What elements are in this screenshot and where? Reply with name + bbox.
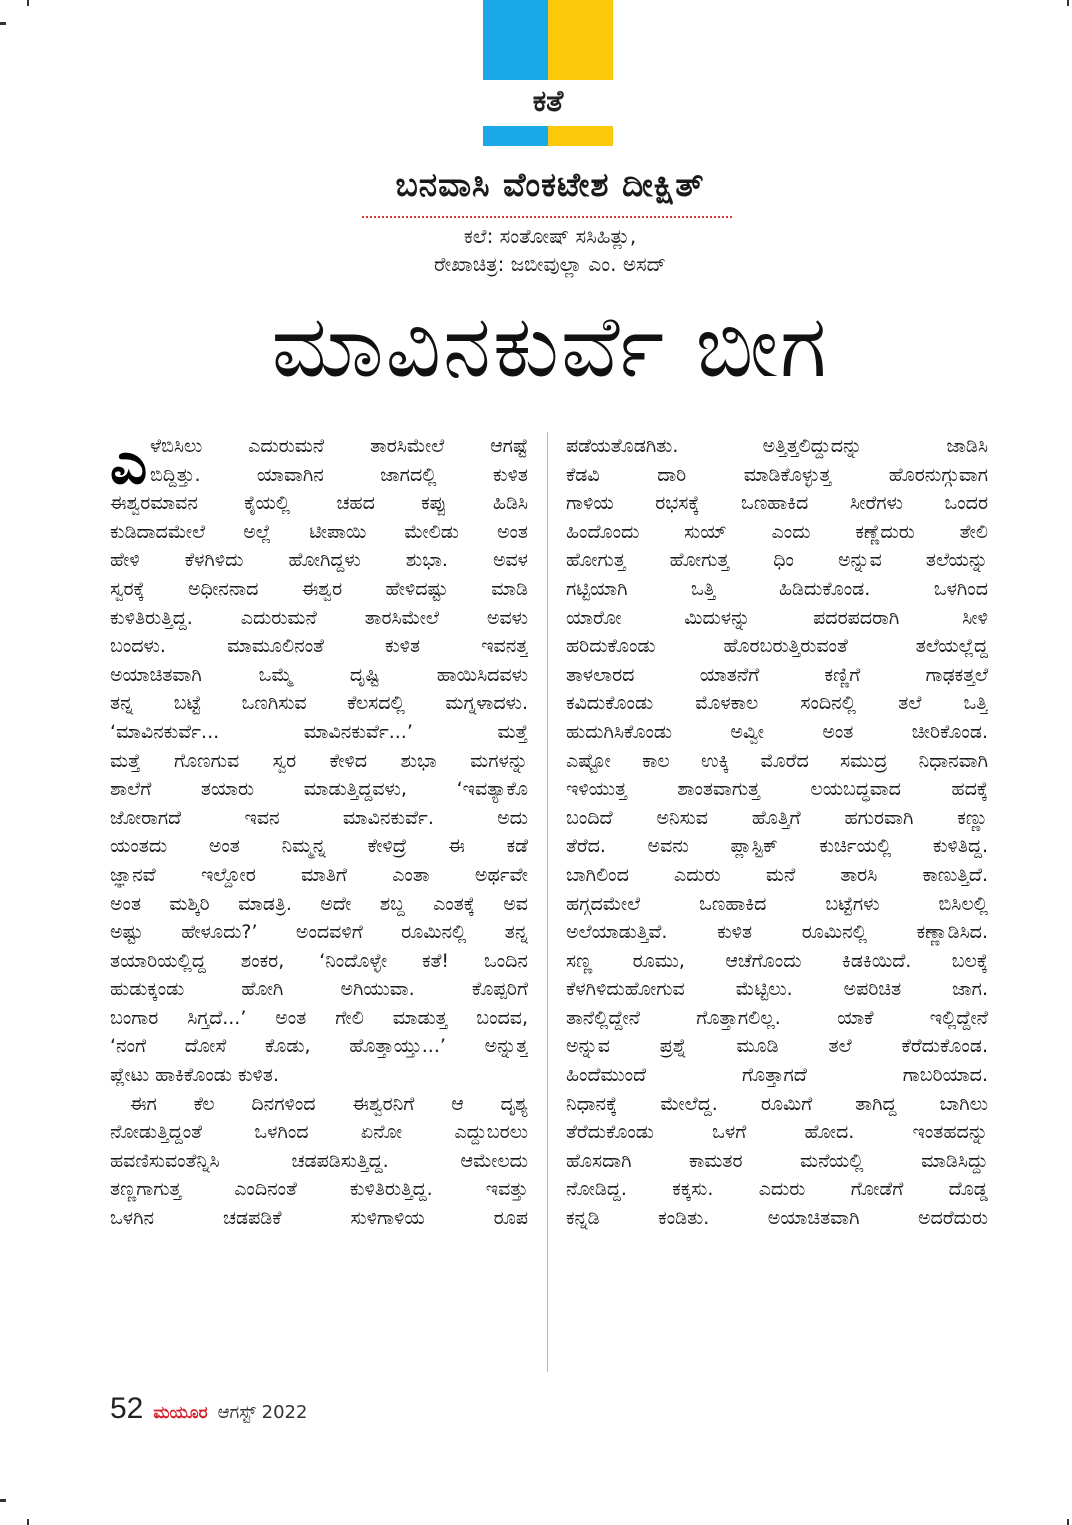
text-line: ಹೋಗುತ್ತ ಹೋಗುತ್ತ ಧಿಂ ಅನ್ನುವ ತಲೆಯನ್ನು xyxy=(566,549,988,572)
text-line: ಹಗ್ಗದಮೇಲೆ ಒಣಹಾಕಿದ ಬಟ್ಟೆಗಳು ಬಿಸಿಲಲ್ಲಿ xyxy=(566,892,988,915)
section-label: ಕತೆ xyxy=(532,84,564,119)
text-line: ಹಿಂದೊಂದು ಸುಯ್ ಎಂದು ಕಣ್ಣೆದುರು ತೇಲಿ xyxy=(566,520,988,543)
text-line: ಕವಿದುಕೊಂಡು ಮೊಳಕಾಲ ಸಂದಿನಲ್ಲಿ ತಲೆ ಒತ್ತಿ xyxy=(566,692,988,715)
text-line: ಜೋರಾಗದೆ ಇವನ ಮಾವಿನಕುರ್ವೆ. ಅದು xyxy=(110,806,528,829)
text-line: ಜ್ಞಾನವೆ ಇಲ್ದೋರ ಮಾತಿಗೆ ಎಂತಾ ಅರ್ಥವೇ xyxy=(110,863,528,886)
text-line: ಬಂದಳು. ಮಾಮೂಲಿನಂತೆ ಕುಳಿತ ಇವನತ್ತ xyxy=(110,635,528,658)
text-line: ತಣ್ಣಗಾಗುತ್ತ ಎಂದಿನಂತೆ ಕುಳಿತಿರುತ್ತಿದ್ದ. ಇವತ್ತು xyxy=(110,1178,528,1201)
text-column-left xyxy=(110,429,528,1233)
text-line: ಳೆಬಿಸಿಲು ಎದುರುಮನೆ ತಾರಸಿಮೇಲೆ ಆಗಷ್ಟೆ xyxy=(150,435,528,457)
sketch-credit: ರೇಖಾಚಿತ್ರ: ಜಬೀವುಲ್ಲಾ ಎಂ. ಅಸದ್ xyxy=(433,252,667,276)
text-line: ಪ್ಲೇಟು ಹಾಕಿಕೊಂಡು ಕುಳಿತ. xyxy=(110,1064,280,1087)
text-line: ಎಷ್ಟೋ ಕಾಲ ಉಕ್ಕಿ ಮೊರೆದ ಸಮುದ್ರ ನಿಧಾನವಾಗಿ xyxy=(566,749,988,772)
logo-yellow-bar xyxy=(548,126,613,146)
story-title: ಮಾವಿನಕುರ್ವೆ ಬೀಗ xyxy=(271,297,829,397)
text-line: ತೆರೆದ. ಅವನು ಪ್ಲಾಸ್ಟಿಕ್ ಕುರ್ಚಿಯಲ್ಲಿ ಕುಳಿತಿದ್ದ. xyxy=(566,835,988,858)
crop-mark-bottom-right-v xyxy=(1067,1519,1069,1525)
text-line: ಕೆಳಗಿಳಿದುಹೋಗುವ ಮೆಟ್ಟಿಲು. ಅಪರಿಚಿತ ಜಾಗ. xyxy=(566,978,988,1001)
text-line: ಕೆಡವಿ ದಾರಿ ಮಾಡಿಕೊಳ್ಳುತ್ತ ಹೊರನುಗ್ಗುವಾಗ xyxy=(566,463,988,486)
crop-mark-top-left-v xyxy=(27,0,29,6)
text-line: ಕುಡಿದಾದಮೇಲೆ ಅಲ್ಲೆ ಟೀಪಾಯಿ ಮೇಲಿಡು ಅಂತ xyxy=(110,520,528,543)
text-line: ಕುಳಿತಿರುತ್ತಿದ್ದ. ಎದುರುಮನೆ ತಾರಸಿಮೇಲೆ ಅವಳು xyxy=(110,606,528,629)
text-line: ‘ಮಾವಿನಕುರ್ವೆ... ಮಾವಿನಕುರ್ವೆ...’ ಮತ್ತೆ xyxy=(110,720,528,743)
text-line: ಬಿದ್ದಿತ್ತು. ಯಾವಾಗಿನ ಜಾಗದಲ್ಲಿ ಕುಳಿತ xyxy=(150,463,528,486)
text-line: ತನ್ನ ಬಟ್ಟೆ ಒಣಗಿಸುವ ಕೆಲಸದಲ್ಲಿ ಮಗ್ನಳಾದಳು. xyxy=(110,692,528,715)
text-line: ಇಳಿಯುತ್ತ ಶಾಂತವಾಗುತ್ತ ಲಯಬದ್ಧವಾದ ಹದಕ್ಕೆ xyxy=(566,778,988,801)
text-line: ಹೇಳಿ ಕೆಳಗಿಳಿದು ಹೋಗಿದ್ದಳು ಶುಭಾ. ಅವಳ xyxy=(110,549,528,572)
text-line: ಸ್ವರಕ್ಕೆ ಅಧೀನನಾದ ಈಶ್ವರ ಹೇಳಿದಷ್ಟು ಮಾಡಿ xyxy=(110,577,528,600)
crop-mark-top-right-v xyxy=(1067,0,1069,6)
text-line: ಗಾಳಿಯ ರಭಸಕ್ಕೆ ಒಣಹಾಕಿದ ಸೀರೆಗಳು ಒಂದರ xyxy=(566,492,988,515)
drop-cap: ಎ xyxy=(110,429,148,497)
crop-mark-top-left-h xyxy=(0,22,6,25)
text-line: ನೋಡುತ್ತಿದ್ದಂತೆ ಒಳಗಿಂದ ಏನೋ ಎದ್ದುಬರಲು xyxy=(110,1121,528,1144)
text-line: ಹರಿದುಕೊಂಡು ಹೊರಬರುತ್ತಿರುವಂತೆ ತಲೆಯಲ್ಲೆದ್ದ xyxy=(566,635,988,658)
text-line: ಬಾಗಿಲಿಂದ ಎದುರು ಮನೆ ತಾರಸಿ ಕಾಣುತ್ತಿದೆ. xyxy=(566,863,988,886)
text-line: ಹುದುಗಿಸಿಕೊಂಡು ಅವ್ವೀ ಅಂತ ಚೀರಿಕೊಂಡ. xyxy=(566,720,988,743)
text-line: ಹುಡುಕ್ಕಂಡು ಹೋಗಿ ಅಗಿಯುವಾ. ಕೊಪ್ಪರಿಗೆ xyxy=(110,978,528,1001)
text-line: ಅಂತ ಮಶ್ಕಿರಿ ಮಾಡತ್ರಿ. ಅದೇ ಶಬ್ದ ಎಂತಕ್ಕೆ ಅವ xyxy=(110,892,528,915)
issue-date: ಆಗಸ್ಟ್ 2022 xyxy=(217,1402,308,1423)
text-line: ಹೊಸದಾಗಿ ಕಾಮತರ ಮನೆಯಲ್ಲಿ ಮಾಡಿಸಿದ್ದು xyxy=(566,1149,988,1172)
text-line: ಯಂತದು ಅಂತ ನಿಮ್ಮನ್ನ ಕೇಳಿದ್ರೆ ಈ ಕಡೆ xyxy=(110,835,528,858)
magazine-name: ಮಯೂರ xyxy=(153,1403,208,1423)
text-line: ಅಯಾಚಿತವಾಗಿ ಒಮ್ಮೆ ದೃಷ್ಟಿ ಹಾಯಿಸಿದವಳು xyxy=(110,663,528,686)
page-number: 52 xyxy=(110,1392,144,1425)
text-line: ಶಾಲೆಗೆ ತಯಾರು ಮಾಡುತ್ತಿದ್ದವಳು, ‘ಇವತ್ಯಾಕೊ xyxy=(110,778,528,801)
section-logo xyxy=(483,0,613,146)
text-line: ಈಶ್ವರಮಾವನ ಕೈಯಲ್ಲಿ ಚಹದ ಕಪ್ಪು ಹಿಡಿಸಿ xyxy=(110,492,528,515)
text-line: ಕನ್ನಡಿ ಕಂಡಿತು. ಅಯಾಚಿತವಾಗಿ ಅದರೆದುರು xyxy=(566,1207,988,1230)
text-line: ಹಿಂದೆಮುಂದೆ ಗೊತ್ತಾಗದೆ ಗಾಬರಿಯಾದ. xyxy=(566,1064,988,1087)
text-line: ಅಲೆಯಾಡುತ್ತಿವೆ. ಕುಳಿತ ರೂಮಿನಲ್ಲಿ ಕಣ್ಣಾಡಿಸಿದ. xyxy=(566,921,988,944)
text-line: ಮತ್ತೆ ಗೊಣಗುವ ಸ್ವರ ಕೇಳಿದ ಶುಭಾ ಮಗಳನ್ನು xyxy=(110,749,528,772)
text-line: ಗಟ್ಟಿಯಾಗಿ ಒತ್ತಿ ಹಿಡಿದುಕೊಂಡ. ಒಳಗಿಂದ xyxy=(566,577,988,600)
crop-mark-bottom-left-v xyxy=(27,1519,29,1525)
logo-yellow-block xyxy=(548,0,613,80)
author-name: ಬನವಾಸಿ ವೆಂಕಟೇಶ ದೀಕ್ಷಿತ್ xyxy=(395,165,705,204)
text-line: ಬಂದಿದೆ ಅನಿಸುವ ಹೊತ್ತಿಗೆ ಹಗುರವಾಗಿ ಕಣ್ಣು xyxy=(566,806,988,829)
text-line: ಯಾರೋ ಮಿದುಳನ್ನು ಪದರಪದರಾಗಿ ಸೀಳಿ xyxy=(566,606,988,629)
column-divider xyxy=(547,432,548,1372)
text-line: ಹವಣಿಸುವಂತೆನ್ನಿಸಿ ಚಡಪಡಿಸುತ್ತಿದ್ದ. ಆಮೇಲದು xyxy=(110,1149,528,1172)
text-line: ತೆರೆದುಕೊಂಡು ಒಳಗೆ ಹೋದ. ಇಂತಹದನ್ನು xyxy=(566,1121,988,1144)
text-line: ಈಗ ಕೆಲ ದಿನಗಳಿಂದ ಈಶ್ವರನಿಗೆ ಆ ದೃಶ್ಯ xyxy=(130,1092,528,1115)
crop-mark-bottom-left-h xyxy=(0,1499,6,1502)
text-line: ಬಂಗಾರ ಸಿಗ್ತದೆ...’ ಅಂತ ಗೇಲಿ ಮಾಡುತ್ತ ಬಂದವ, xyxy=(110,1006,528,1029)
text-line: ಸಣ್ಣ ರೂಮು, ಆಚೆಗೊಂದು ಕಿಡಕಿಯಿದೆ. ಬಲಕ್ಕೆ xyxy=(566,949,988,972)
text-line: ಅನ್ನುವ ಪ್ರಶ್ನೆ ಮೂಡಿ ತಲೆ ಕೆರೆದುಕೊಂಡ. xyxy=(566,1035,988,1058)
text-line: ತಯಾರಿಯಲ್ಲಿದ್ದ ಶಂಕರ, ‘ನಿಂದೊಳ್ಳೇ ಕತೆ! ಒಂದಿನ xyxy=(110,949,528,972)
text-line: ಅಷ್ಟು ಹೇಳೂದು?’ ಅಂದವಳಿಗೆ ರೂಮಿನಲ್ಲಿ ತನ್ನ xyxy=(110,921,528,944)
text-line: ‘ನಂಗೆ ದೋಸೆ ಕೊಡು, ಹೊತ್ತಾಯ್ತು...’ ಅನ್ನುತ್ತ xyxy=(110,1035,528,1058)
text-line: ನೋಡಿದ್ದ. ಕಕ್ಕಸು. ಎದುರು ಗೋಡೆಗೆ ದೊಡ್ಡ xyxy=(566,1178,988,1201)
logo-blue-block xyxy=(483,0,548,80)
text-line: ತಾಳಲಾರದ ಯಾತನೆಗೆ ಕಣ್ಣಿಗೆ ಗಾಢಕತ್ತಲೆ xyxy=(566,663,988,686)
text-line: ಒಳಗಿನ ಚಡಪಡಿಕೆ ಸುಳಿಗಾಳಿಯ ರೂಪ xyxy=(110,1207,528,1230)
art-credit: ಕಲೆ: ಸಂತೋಷ್ ಸಸಿಹಿತ್ಲು, xyxy=(463,224,637,248)
page-footer xyxy=(110,1392,307,1426)
logo-blue-bar xyxy=(483,126,548,146)
text-column-right xyxy=(566,432,988,1233)
dotted-divider xyxy=(362,216,732,218)
text-line: ಪಡೆಯತೊಡಗಿತು. ಅತ್ತಿತ್ತಲಿದ್ದುದನ್ನು ಜಾಡಿಸಿ xyxy=(566,435,988,457)
text-line: ನಿಧಾನಕ್ಕೆ ಮೇಲೆದ್ದ. ರೂಮಿಗೆ ತಾಗಿದ್ದ ಬಾಗಿಲು xyxy=(566,1092,988,1115)
text-line: ತಾನೆಲ್ಲಿದ್ದೇನೆ ಗೊತ್ತಾಗಲಿಲ್ಲ. ಯಾಕೆ ಇಲ್ಲಿದ್ದೇನೆ xyxy=(566,1006,988,1029)
